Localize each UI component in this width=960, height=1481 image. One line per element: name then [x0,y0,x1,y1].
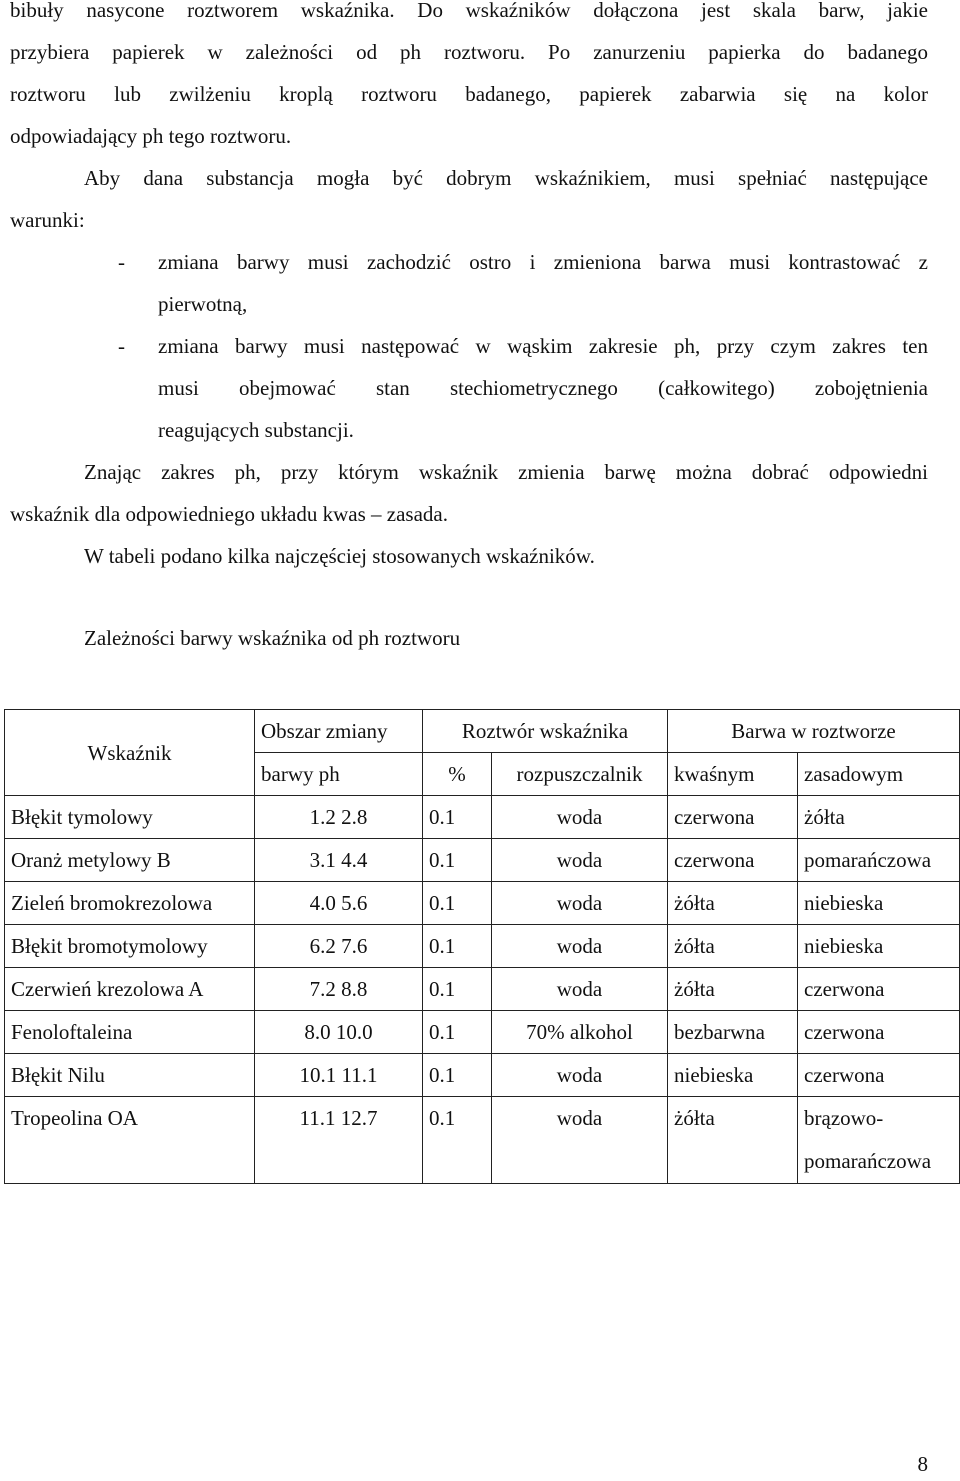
basic-color: niebieska [798,882,960,925]
text-line: reagujących substancji. [158,418,354,442]
choice-paragraph-cont [10,493,928,535]
indicator-name: Fenoloftaleina [5,1011,255,1054]
percent: 0.1 [423,1097,492,1184]
list-dash: - [118,334,125,358]
header-solvent: rozpuszczalnik [492,753,668,796]
table-caption: Zależności barwy wskaźnika od ph roztworu [84,626,461,650]
indicator-name: Czerwień krezolowa A [5,968,255,1011]
table-header-row [5,710,960,753]
percent: 0.1 [423,1054,492,1097]
solvent: woda [492,839,668,882]
table-row [5,1054,960,1097]
table-row [5,796,960,839]
basic-color: czerwona [798,1011,960,1054]
list-dash: - [118,250,125,274]
table-row [5,1011,960,1054]
solvent: woda [492,1054,668,1097]
ph-range: 7.2 8.8 [255,968,423,1011]
intro-paragraph [10,0,928,157]
basic-color: niebieska [798,925,960,968]
text-line: W tabeli podano kilka najczęściej stosowanych wskaźników. [84,544,595,568]
indicator-name: Zieleń bromokrezolowa [5,882,255,925]
conditions-intro-cont [10,199,928,241]
text-line: wskaźnik dla odpowiedniego układu kwas – zasada. [10,502,448,526]
ph-range: 10.1 11.1 [255,1054,423,1097]
basic-color: żółta [798,796,960,839]
acidic-color: żółta [668,968,798,1011]
basic-color-line: pomarańczowa [804,1149,932,1173]
header-indicator: Wskaźnik [5,710,255,796]
percent: 0.1 [423,925,492,968]
acidic-color: bezbarwna [668,1011,798,1054]
header-acidic: kwaśnym [668,753,798,796]
acidic-color: żółta [668,882,798,925]
table-row [5,968,960,1011]
percent: 0.1 [423,1011,492,1054]
header-solution: Roztwór wskaźnika [423,710,668,753]
acidic-color: czerwona [668,796,798,839]
header-range-1: Obszar zmiany [255,710,423,753]
basic-color: czerwona [798,1054,960,1097]
ph-range: 3.1 4.4 [255,839,423,882]
text-line: bibuły nasycone roztworem wskaźnika. Do wskaźników dołączona jest skala barw, jakie [10,0,928,22]
solvent: woda [492,882,668,925]
indicator-table [4,709,960,1184]
percent: 0.1 [423,839,492,882]
acidic-color: niebieska [668,1054,798,1097]
ph-range: 8.0 10.0 [255,1011,423,1054]
basic-color-line: brązowo- [804,1106,884,1130]
header-basic: zasadowym [798,753,960,796]
indicator-name: Tropeolina OA [5,1097,255,1184]
acidic-color: czerwona [668,839,798,882]
choice-paragraph [84,451,928,493]
text-line: warunki: [10,208,85,232]
ph-range: 11.1 12.7 [255,1097,423,1184]
percent: 0.1 [423,968,492,1011]
text-line: roztworu lub zwilżeniu kroplą roztworu badanego, papierek zabarwia się na kolor [10,82,928,106]
table-intro [84,535,928,577]
basic-color: pomarańczowa [798,839,960,882]
indicator-name: Oranż metylowy B [5,839,255,882]
table-row [5,839,960,882]
solvent: woda [492,1097,668,1184]
text-line: Znając zakres ph, przy którym wskaźnik zmienia barwę można dobrać odpowiedni [84,460,928,484]
basic-color: czerwona [798,968,960,1011]
solvent: woda [492,925,668,968]
acidic-color: żółta [668,925,798,968]
header-color: Barwa w roztworze [668,710,960,753]
ph-range: 4.0 5.6 [255,882,423,925]
basic-color [798,1097,960,1184]
indicator-name: Błękit tymolowy [5,796,255,839]
table-row [5,1097,960,1184]
conditions-intro [84,157,928,199]
ph-range: 1.2 2.8 [255,796,423,839]
solvent: woda [492,796,668,839]
header-range-2: barwy ph [255,753,423,796]
text-line: pierwotną, [158,292,248,316]
table-row [5,925,960,968]
percent: 0.1 [423,796,492,839]
page-number: 8 [917,1452,928,1476]
solvent: woda [492,968,668,1011]
text-line: zmiana barwy musi zachodzić ostro i zmieniona barwa musi kontrastować z [158,250,928,274]
indicator-name: Błękit Nilu [5,1054,255,1097]
ph-range: 6.2 7.6 [255,925,423,968]
header-percent: % [423,753,492,796]
acidic-color: żółta [668,1097,798,1184]
table-row [5,882,960,925]
indicator-name: Błękit bromotymolowy [5,925,255,968]
text-line: odpowiadający ph tego roztworu. [10,124,292,148]
text-line: przybiera papierek w zależności od ph roztworu. Po zanurzeniu papierka do badanego [10,40,928,64]
solvent: 70% alkohol [492,1011,668,1054]
percent: 0.1 [423,882,492,925]
text-line: zmiana barwy musi następować w wąskim zakresie ph, przy czym zakres ten [158,334,928,358]
text-line: musi obejmować stan stechiometrycznego (całkowitego) zobojętnienia [158,376,928,400]
text-line: Aby dana substancja mogła być dobrym wskaźnikiem, musi spełniać następujące [84,166,928,190]
